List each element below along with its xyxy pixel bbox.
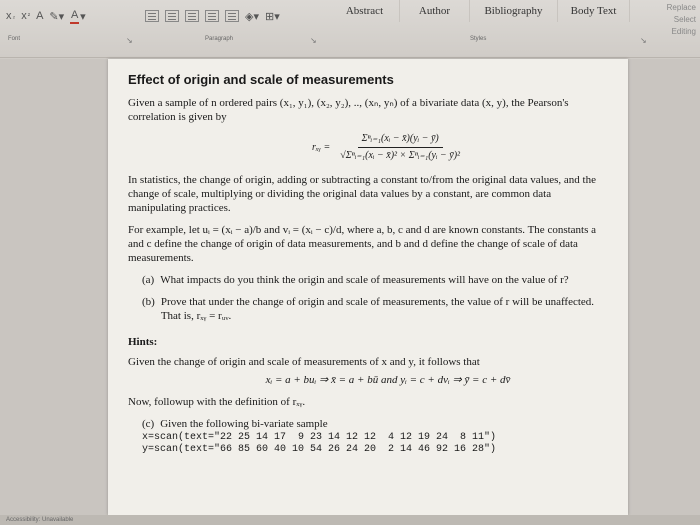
question-a (142, 273, 608, 287)
select-button[interactable]: Select (673, 15, 696, 24)
document-title: Effect of origin and scale of measurements (128, 72, 394, 87)
followup-text: Now, followup with the definition of rₓᵧ. (128, 396, 306, 408)
style-author[interactable]: Author (400, 0, 470, 22)
question-c (142, 417, 608, 431)
origin-scale-paragraph: In statistics, the change of origin, adding or subtracting a constant to/from the original data values, and the change of scale, multiplying or dividing the original data values by a constant, are common data manipulating practices. (128, 174, 596, 214)
style-body-text[interactable]: Body Text (558, 0, 630, 22)
styles-dialog-launcher-icon[interactable]: ↘ (640, 36, 647, 45)
hints-title: Hints: (128, 336, 158, 348)
styles-group-label: Styles (470, 36, 487, 42)
question-a-text: What impacts do you think the origin and scale of measurements will have on the value of r? (160, 274, 569, 286)
status-bar (0, 515, 700, 525)
editing-tools (667, 2, 696, 38)
font-group-label: Font (8, 36, 21, 42)
paragraph-dialog-launcher-icon[interactable]: ↘ (310, 36, 317, 45)
hints-equation: xᵢ = a + buᵢ ⇒ x̄ = a + bū and yᵢ = c + dvᵢ ⇒ ȳ = c + dv̄ (265, 374, 511, 386)
formula-denominator: √Σⁿᵢ₌₁(xᵢ − x̄)² × Σⁿᵢ₌₁(yᵢ − ȳ)² (340, 150, 461, 161)
styles-gallery (330, 0, 630, 22)
highlight-icon[interactable]: ✎▾ (49, 10, 65, 23)
accessibility-status[interactable]: Accessibility: Unavailable (6, 517, 74, 523)
document-canvas[interactable] (0, 59, 700, 515)
question-c-label: (c) (142, 418, 155, 430)
borders-icon[interactable]: ⊞▾ (264, 10, 280, 23)
shading-icon[interactable]: ◈▾ (245, 10, 259, 23)
style-bibliography[interactable]: Bibliography (470, 0, 558, 22)
font-dialog-launcher-icon[interactable]: ↘ (126, 36, 133, 45)
formula-numerator: Σⁿᵢ₌₁(xᵢ − x̄)(yᵢ − ȳ) (358, 132, 443, 148)
style-abstract[interactable]: Abstract (330, 0, 400, 22)
code-y: y=scan(text="66 85 60 40 10 54 26 24 20 2 14 46 92 16 28") (142, 444, 497, 455)
ribbon (0, 0, 700, 58)
hints-text: Given the change of origin and scale of measurements of x and y, it follows that (128, 356, 480, 368)
font-format-group (6, 4, 86, 28)
formula-lhs: rₓᵧ = (311, 141, 331, 153)
paragraph-format-group (145, 4, 280, 28)
justify-icon[interactable] (205, 10, 219, 22)
line-spacing-icon[interactable] (225, 10, 239, 22)
question-b-text: Prove that under the change of origin and scale of measurements, the value of r will be unaffected. That is, rₓᵧ = rᵤᵥ. (160, 296, 595, 322)
code-x: x=scan(text="22 25 14 17 9 23 14 12 12 4 12 19 24 8 11") (142, 432, 497, 443)
question-b-label: (b) (142, 296, 155, 308)
align-right-icon[interactable] (185, 10, 199, 22)
align-center-icon[interactable] (165, 10, 179, 22)
font-color-button[interactable]: A ▾ (70, 8, 86, 23)
pearson-formula (168, 132, 608, 163)
replace-button[interactable]: Replace (666, 3, 696, 12)
subscript-button[interactable]: x ₂ (6, 10, 16, 22)
question-c-text: Given the following bi-variate sample (160, 418, 328, 430)
intro-paragraph: Given a sample of n ordered pairs (x₁, y₁), (x₂, y₂), .., (xₙ, yₙ) of a bivariate data (x, y), the Pearson's correlation is given by (128, 97, 569, 123)
question-a-label: (a) (142, 274, 155, 286)
align-left-icon[interactable] (145, 10, 159, 22)
document-page[interactable] (108, 59, 628, 515)
text-effects-button[interactable]: A (36, 10, 44, 22)
question-b (142, 295, 608, 323)
superscript-button[interactable]: x ² (21, 10, 31, 22)
example-paragraph: For example, let uᵢ = (xᵢ − a)/b and vᵢ = (xᵢ − c)/d, where a, b, c and d are known constants. The constants a and c define the change of origin of data measurements, and b and d define the change of scale of data measurements. (128, 224, 597, 264)
editing-group-label: Editing (671, 27, 696, 36)
document-body[interactable] (128, 73, 608, 456)
paragraph-group-label: Paragraph (205, 36, 234, 42)
